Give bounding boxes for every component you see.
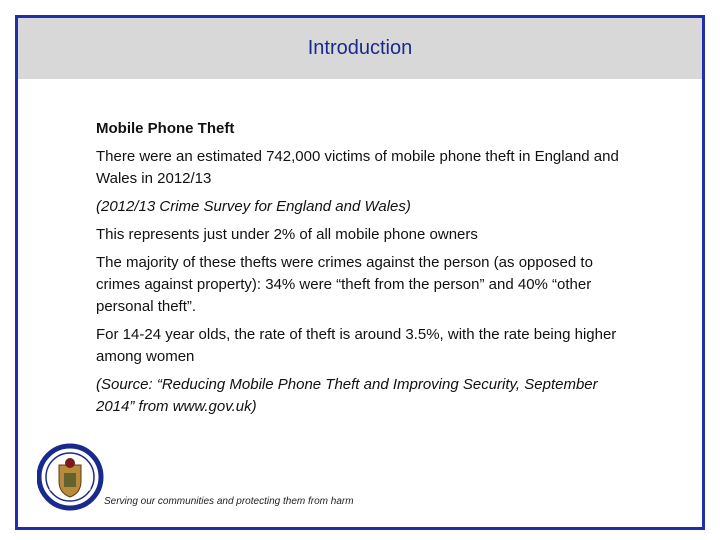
footer-tagline: Serving our communities and protecting them from harm: [104, 496, 354, 507]
paragraph-survey-source: (2012/13 Crime Survey for England and Wales): [96, 198, 411, 215]
page-title: Introduction: [307, 37, 413, 59]
paragraph-source: (Source: “Reducing Mobile Phone Theft and Improving Security, September 2014” from www.gov.uk): [96, 376, 598, 415]
police-crest-icon: [37, 441, 104, 513]
paragraph-victims: There were an estimated 742,000 victims of mobile phone theft in England and Wales in 2012/13: [96, 148, 619, 187]
section-heading: Mobile Phone Theft: [96, 120, 235, 137]
content-body: [96, 118, 636, 424]
paragraph-age-rate: For 14-24 year olds, the rate of theft is around 3.5%, with the rate being higher among women: [96, 326, 617, 365]
paragraph-majority: The majority of these thefts were crimes against the person (as opposed to crimes against property): 34% were “theft from the person” and 40% “other personal theft”.: [96, 254, 593, 315]
slide: [15, 15, 705, 530]
paragraph-owners: This represents just under 2% of all mobile phone owners: [96, 226, 478, 243]
